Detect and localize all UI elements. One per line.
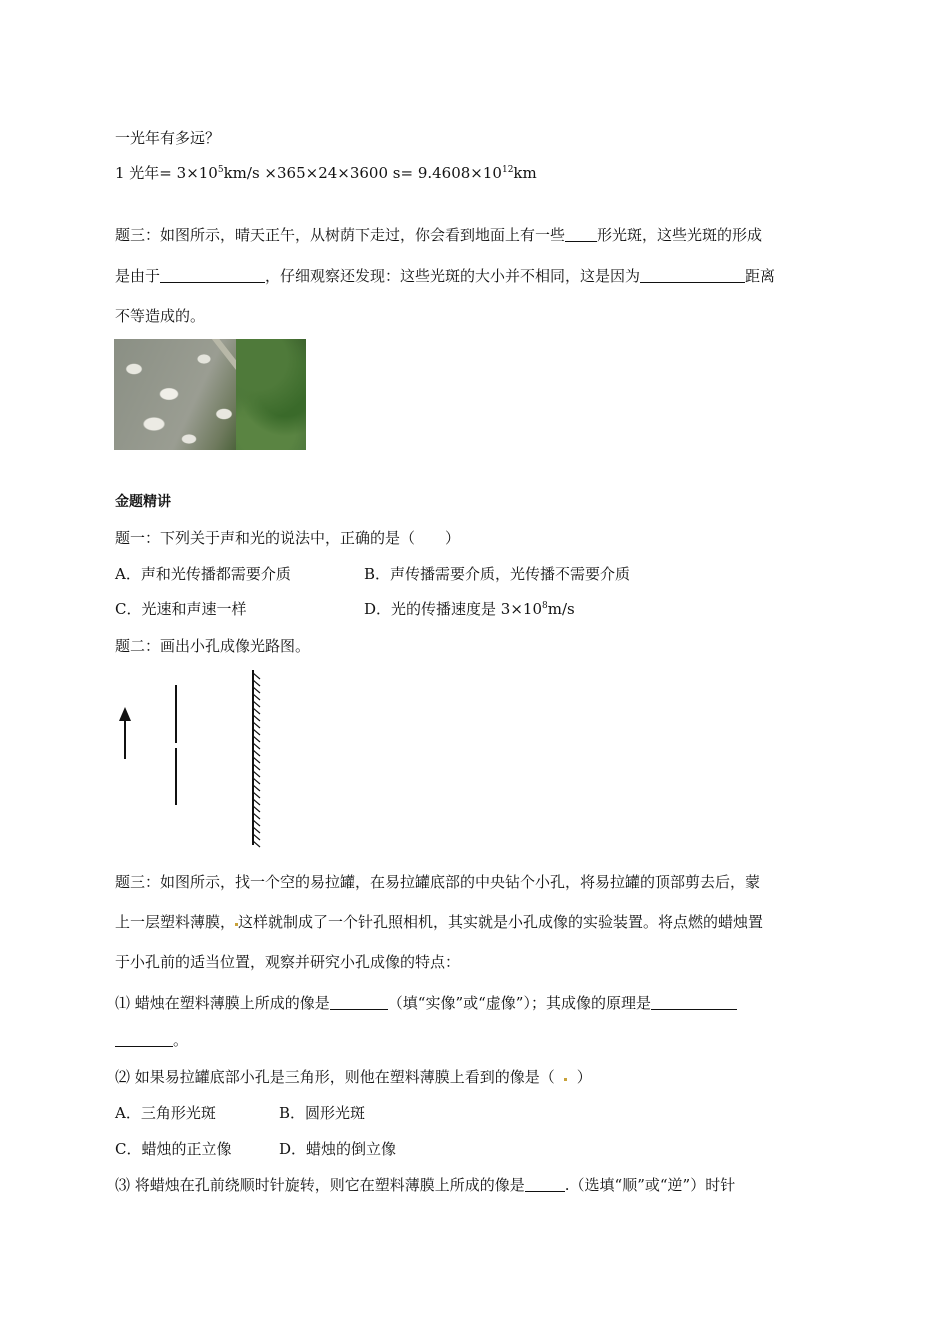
hatch-mark — [253, 680, 260, 686]
hatch-mark — [253, 687, 260, 693]
hatch-mark — [253, 778, 260, 784]
hatch-mark — [253, 820, 260, 826]
hatch-mark — [253, 715, 260, 721]
hatch-mark — [253, 792, 260, 798]
q3-option-a: A．三角形光斑 — [115, 1104, 216, 1122]
q3-line3: 于小孔前的适当位置，观察并研究小孔成像的特点： — [115, 953, 461, 971]
answer-blank[interactable] — [160, 268, 265, 283]
q3-option-b: B．圆形光斑 — [279, 1104, 366, 1122]
q1-option-c: C．光速和声速一样 — [115, 600, 247, 618]
hatch-mark — [253, 813, 260, 819]
q3-option-c: C．蜡烛的正立像 — [115, 1140, 232, 1158]
hatch-mark — [253, 673, 260, 679]
hatch-mark — [253, 827, 260, 833]
answer-blank[interactable] — [565, 227, 597, 242]
intro-question: 一光年有多远？ — [115, 129, 221, 147]
q3-part2: ⑵ 如果易拉罐底部小孔是三角形，则他在塑料薄膜上看到的像是（ ） — [115, 1068, 592, 1086]
answer-blank[interactable] — [640, 268, 745, 283]
hatch-mark — [253, 736, 260, 742]
hatch-mark — [253, 799, 260, 805]
answer-blank[interactable] — [651, 995, 737, 1010]
q2-stem: 题二：画出小孔成像光路图。 — [115, 637, 311, 655]
q3-part1-cont: 。 — [115, 1030, 188, 1050]
hatch-mark — [253, 834, 260, 840]
hatch-mark — [253, 729, 260, 735]
q3-line2: 上一层塑料薄膜， 这样就制成了一个针孔照相机，其实就是小孔成像的实验装置。将点燃的蜡烛置 — [115, 913, 764, 931]
pinhole-diagram — [110, 665, 280, 850]
answer-blank[interactable] — [330, 995, 388, 1010]
section-heading: 金题精讲 — [115, 494, 171, 510]
tree-shade-light-spots-photo — [114, 339, 306, 450]
q3-first-line3: 不等造成的。 — [115, 307, 206, 325]
hatch-mark — [253, 722, 260, 728]
hatch-mark — [253, 771, 260, 777]
q3-line1: 题三：如图所示，找一个空的易拉罐，在易拉罐底部的中央钻个小孔，将易拉罐的顶部剪去后，蒙 — [115, 873, 761, 891]
q3-part1: ⑴ 蜡烛在塑料薄膜上所成的像是 （填“实像”或“虚像”）；其成像的原理是 — [115, 993, 737, 1013]
hatch-mark — [253, 764, 260, 770]
hatch-mark — [253, 785, 260, 791]
q3-part3: ⑶ 将蜡烛在孔前绕顺时针旋转，则它在塑料薄膜上所成的像是 .（选填“顺”或“逆”）时针 — [115, 1176, 736, 1194]
photo-greenery — [236, 339, 306, 450]
object-arrow — [119, 707, 131, 759]
q1-option-b: B．声传播需要介质，光传播不需要介质 — [364, 565, 631, 583]
hatch-mark — [253, 708, 260, 714]
light-year-formula: 1 光年= $3\times 10^5km/s \times 365\times 24\times 3600$ $s= 9.4608\times 10^{12}km$ — [115, 164, 537, 182]
q3-first-line2: 是由于 ，仔细观察还发现：这些光斑的大小并不相同，这是因为 距离 — [115, 267, 776, 285]
q1-stem: 题一：下列关于声和光的说法中，正确的是（ ） — [115, 529, 461, 547]
q3-first-line1: 题三：如图所示，晴天正午，从树荫下走过，你会看到地面上有一些 形光斑，这些光斑的形成 — [115, 226, 763, 244]
hatch-mark — [253, 757, 260, 763]
hatch-mark — [253, 841, 260, 847]
hatch-mark — [253, 694, 260, 700]
hatch-mark — [253, 806, 260, 812]
q3-option-d: D．蜡烛的倒立像 — [279, 1140, 397, 1158]
film-screen — [253, 670, 260, 847]
answer-blank[interactable] — [115, 1032, 173, 1047]
q1-option-d: D．光的传播速度是 $3\times 10^8m/s$ — [364, 600, 575, 618]
mark-dot — [564, 1078, 567, 1081]
hatch-mark — [253, 750, 260, 756]
answer-blank[interactable] — [525, 1177, 565, 1192]
q1-option-a: A．声和光传播都需要介质 — [115, 565, 291, 583]
hatch-mark — [253, 701, 260, 707]
hatch-mark — [253, 743, 260, 749]
